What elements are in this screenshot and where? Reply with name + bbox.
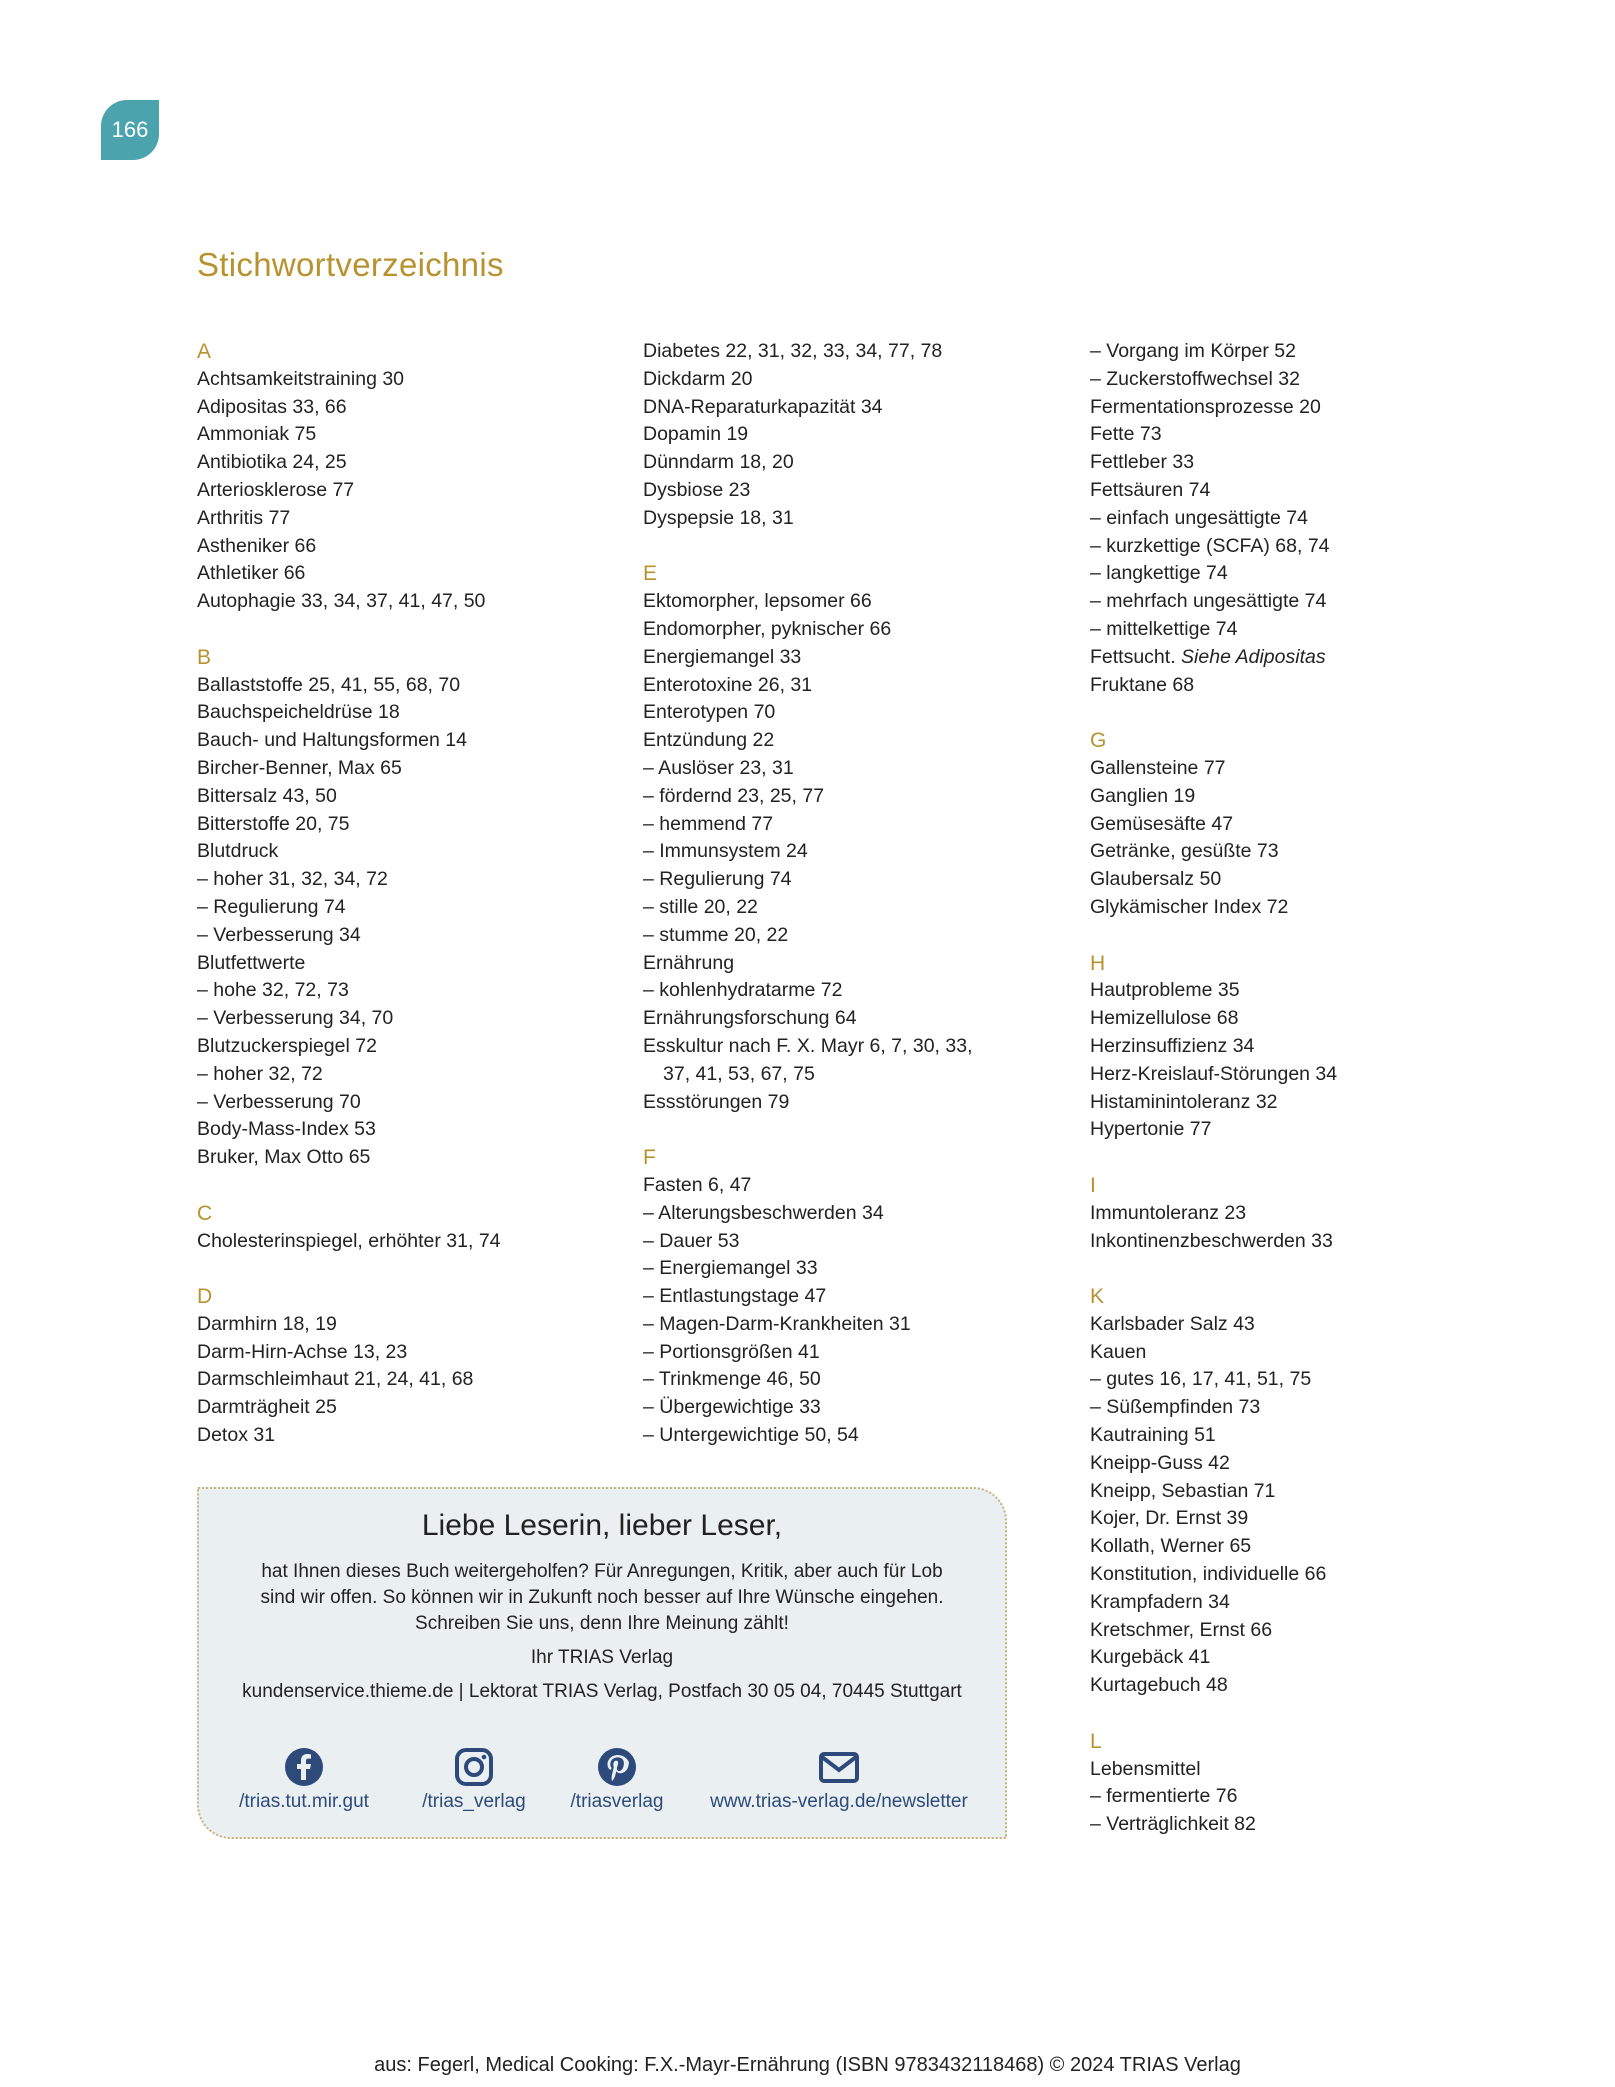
index-entry — [197, 1339, 617, 1367]
index-entry — [1090, 1089, 1510, 1117]
index-entry-text: Arteriosklerose 77 — [197, 478, 355, 501]
index-entry-text: Darmhirn 18, 19 — [197, 1312, 337, 1335]
index-column-3 — [1090, 338, 1510, 1839]
index-entry — [197, 1089, 617, 1117]
index-entry-text: 37, 41, 53, 67, 75 — [663, 1062, 815, 1085]
index-entry — [1090, 1478, 1510, 1506]
index-entry — [643, 394, 1063, 422]
feedback-signature: Ihr TRIAS Verlag — [530, 1647, 674, 1668]
index-entry-text: – Verbesserung 34 — [197, 923, 361, 946]
index-entry — [197, 1061, 617, 1089]
index-entry-text: Kollath, Werner 65 — [1090, 1535, 1252, 1558]
index-entry — [643, 1172, 1063, 1200]
index-entry — [197, 421, 617, 449]
index-entry-text: Fruktane 68 — [1090, 673, 1195, 696]
index-entry-text: – langkettige 74 — [1090, 562, 1228, 585]
index-entry — [643, 977, 1063, 1005]
index-entry — [1090, 1422, 1510, 1450]
index-entry-text: Kurgebäck 41 — [1090, 1646, 1211, 1669]
index-entry — [197, 894, 617, 922]
index-entry-text: Ballaststoffe 25, 41, 55, 68, 70 — [197, 673, 461, 696]
index-entry — [1090, 1811, 1510, 1839]
index-entry — [1090, 644, 1510, 672]
index-entry-text: – Regulierung 74 — [643, 868, 792, 891]
pinterest-handle: /triasverlag — [570, 1791, 664, 1812]
index-entry — [643, 1089, 1063, 1117]
index-entry — [1090, 1033, 1510, 1061]
index-entry-text: Adipositas 33, 66 — [197, 395, 347, 418]
index-entry-text: Karlsbader Salz 43 — [1090, 1312, 1255, 1335]
index-entry-text: Antibiotika 24, 25 — [197, 451, 347, 474]
index-entry — [197, 1144, 617, 1172]
index-spacer — [197, 1172, 617, 1200]
index-entry-text: Darmträgheit 25 — [197, 1396, 337, 1419]
index-entry — [643, 894, 1063, 922]
index-entry-text: – hoher 31, 32, 34, 72 — [197, 868, 388, 891]
index-entry — [1090, 1450, 1510, 1478]
index-entry-text: – hemmend 77 — [643, 812, 774, 835]
page-number-badge — [101, 100, 159, 160]
index-spacer — [1090, 1700, 1510, 1728]
index-entry-text: Entzündung 22 — [643, 729, 775, 752]
index-entry — [1090, 560, 1510, 588]
index-entry-text: Fermentationsprozesse 20 — [1090, 395, 1321, 418]
index-entry — [1090, 1394, 1510, 1422]
index-entry — [197, 755, 617, 783]
page-number: 166 — [111, 117, 149, 142]
index-spacer — [1090, 1144, 1510, 1172]
index-entry — [643, 1200, 1063, 1228]
index-letter-heading — [197, 644, 617, 672]
index-entry — [197, 1311, 617, 1339]
index-entry-text: Konstitution, individuelle 66 — [1090, 1563, 1327, 1586]
index-entry — [197, 1394, 617, 1422]
index-entry-text: Fettleber 33 — [1090, 451, 1195, 474]
index-entry-text: Body-Mass-Index 53 — [197, 1118, 376, 1141]
index-entry — [197, 699, 617, 727]
facebook-icon — [284, 1747, 324, 1787]
index-entry-text: – Regulierung 74 — [197, 895, 346, 918]
index-entry-text: H — [1090, 951, 1106, 975]
index-entry — [643, 366, 1063, 394]
index-entry — [1090, 866, 1510, 894]
facebook-handle: /trias.tut.mir.gut — [239, 1791, 369, 1812]
index-entry-text: Fette 73 — [1090, 423, 1162, 446]
index-entry-text: – Süßempfinden 73 — [1090, 1396, 1261, 1419]
index-entry — [1090, 366, 1510, 394]
index-entry — [1090, 588, 1510, 616]
index-entry — [197, 1116, 617, 1144]
index-entry-text: Kauen — [1090, 1340, 1147, 1363]
index-entry-text: – mittelkettige 74 — [1090, 617, 1238, 640]
index-letter-heading — [197, 338, 617, 366]
index-entry-text: Bauch- und Haltungsformen 14 — [197, 729, 467, 752]
index-entry — [643, 922, 1063, 950]
index-entry — [197, 1228, 617, 1256]
index-entry-text: Glykämischer Index 72 — [1090, 895, 1289, 918]
index-entry-text: – mehrfach ungesättigte 74 — [1090, 590, 1327, 613]
index-entry-text: Enterotypen 70 — [643, 701, 776, 724]
index-entry-text: Kojer, Dr. Ernst 39 — [1090, 1507, 1249, 1530]
index-entry — [1090, 1366, 1510, 1394]
index-entry-text: Kretschmer, Ernst 66 — [1090, 1618, 1273, 1641]
index-letter-heading — [1090, 1283, 1510, 1311]
index-entry-text: Hemizellulose 68 — [1090, 1007, 1239, 1030]
index-entry — [1090, 1617, 1510, 1645]
index-entry-text: – Zuckerstoffwechsel 32 — [1090, 367, 1300, 390]
index-entry-text: Bruker, Max Otto 65 — [197, 1146, 371, 1169]
index-entry-text: Kneipp-Guss 42 — [1090, 1451, 1230, 1474]
index-entry-text: Blutdruck — [197, 840, 279, 863]
index-entry-text: Gemüsesäfte 47 — [1090, 812, 1234, 835]
index-entry-text: – stumme 20, 22 — [643, 923, 789, 946]
index-entry — [197, 1033, 617, 1061]
index-spacer — [197, 616, 617, 644]
index-entry-text: – einfach ungesättigte 74 — [1090, 506, 1308, 529]
index-entry — [197, 505, 617, 533]
index-entry — [643, 672, 1063, 700]
index-entry — [197, 588, 617, 616]
index-entry-text: Astheniker 66 — [197, 534, 317, 557]
index-entry — [643, 1228, 1063, 1256]
index-entry-text: E — [643, 562, 658, 586]
index-entry-text: Achtsamkeitstraining 30 — [197, 367, 405, 390]
index-letter-heading — [1090, 1728, 1510, 1756]
index-entry-text: – Energiemangel 33 — [643, 1257, 818, 1280]
index-entry-text: Dysbiose 23 — [643, 478, 751, 501]
social-links — [199, 1747, 1005, 1827]
index-entry-text: Endomorpher, pyknischer 66 — [643, 617, 892, 640]
pinterest-link[interactable] — [557, 1747, 677, 1813]
newsletter-url: www.trias-verlag.de/newsletter — [710, 1791, 968, 1812]
index-entry-text: – fermentierte 76 — [1090, 1785, 1238, 1808]
index-entry — [197, 394, 617, 422]
instagram-icon — [454, 1747, 494, 1787]
index-entry — [1090, 811, 1510, 839]
index-entry — [197, 366, 617, 394]
index-entry — [197, 560, 617, 588]
index-entry — [1090, 1561, 1510, 1589]
index-entry-text: DNA-Reparaturkapazität 34 — [643, 395, 883, 418]
index-entry-text: F — [643, 1146, 656, 1170]
index-entry-text: Energiemangel 33 — [643, 645, 802, 668]
newsletter-link[interactable] — [689, 1747, 989, 1813]
index-entry-text: Arthritis 77 — [197, 506, 291, 529]
index-entry — [643, 811, 1063, 839]
index-entry-text: – Magen-Darm-Krankheiten 31 — [643, 1312, 911, 1335]
index-entry — [197, 783, 617, 811]
index-entry-text: – Verbesserung 34, 70 — [197, 1007, 394, 1030]
page-title: Stichwortverzeichnis — [197, 246, 504, 283]
index-entry-text: Dickdarm 20 — [643, 367, 753, 390]
index-entry-text: I — [1090, 1173, 1096, 1197]
index-entry — [1090, 1533, 1510, 1561]
index-entry — [197, 1005, 617, 1033]
index-entry-text: G — [1090, 729, 1107, 753]
index-entry-text: Fettsucht. — [1090, 645, 1182, 668]
index-entry — [643, 505, 1063, 533]
index-entry-text: Hypertonie 77 — [1090, 1118, 1212, 1141]
feedback-heading: Liebe Leserin, lieber Leser, — [421, 1509, 783, 1542]
index-entry — [1090, 672, 1510, 700]
index-entry — [1090, 1756, 1510, 1784]
index-entry — [197, 533, 617, 561]
index-entry-text: Inkontinenzbeschwerden 33 — [1090, 1229, 1333, 1252]
index-spacer — [1090, 699, 1510, 727]
index-column-1 — [197, 338, 617, 1450]
index-entry — [197, 1422, 617, 1450]
index-entry-text: Dyspepsie 18, 31 — [643, 506, 794, 529]
index-entry-text: Fasten 6, 47 — [643, 1173, 752, 1196]
index-entry — [643, 1366, 1063, 1394]
index-entry — [1090, 338, 1510, 366]
index-entry — [1090, 755, 1510, 783]
index-entry — [643, 1394, 1063, 1422]
index-entry — [643, 338, 1063, 366]
index-entry-text: – hohe 32, 72, 73 — [197, 979, 349, 1002]
index-spacer — [643, 1116, 1063, 1144]
index-letter-heading — [643, 560, 1063, 588]
index-entry-crossref: Siehe Adipositas — [1181, 645, 1326, 668]
index-letter-heading — [1090, 950, 1510, 978]
index-entry — [197, 838, 617, 866]
index-entry — [197, 866, 617, 894]
index-entry — [643, 1255, 1063, 1283]
index-entry — [197, 977, 617, 1005]
index-column-2 — [643, 338, 1063, 1450]
index-entry-text: K — [1090, 1285, 1105, 1309]
index-entry — [643, 1311, 1063, 1339]
index-entry-text: Fettsäuren 74 — [1090, 478, 1211, 501]
index-entry-text: – Dauer 53 — [643, 1229, 740, 1252]
index-entry-text: – Vorgang im Körper 52 — [1090, 340, 1296, 362]
index-entry — [643, 588, 1063, 616]
index-entry — [1090, 394, 1510, 422]
index-entry — [643, 477, 1063, 505]
index-entry — [643, 950, 1063, 978]
index-entry — [643, 838, 1063, 866]
index-entry-text: B — [197, 645, 212, 669]
index-entry — [1090, 1061, 1510, 1089]
index-entry-text: Cholesterinspiegel, erhöhter 31, 74 — [197, 1229, 501, 1252]
feedback-text — [222, 1559, 982, 1637]
index-entry — [1090, 894, 1510, 922]
index-spacer — [1090, 1255, 1510, 1283]
index-entry-text: Ektomorpher, lepsomer 66 — [643, 590, 872, 613]
index-entry-text: – Auslöser 23, 31 — [643, 756, 794, 779]
index-entry-text: Enterotoxine 26, 31 — [643, 673, 813, 696]
index-entry-text: Herzinsuffizienz 34 — [1090, 1034, 1255, 1057]
index-entry-text: Histaminintoleranz 32 — [1090, 1090, 1278, 1113]
index-entry-text: Blutfettwerte — [197, 951, 306, 974]
index-entry-text: – Trinkmenge 46, 50 — [643, 1368, 821, 1391]
index-entry-text: Esskultur nach F. X. Mayr 6, 7, 30, 33, — [643, 1034, 973, 1057]
index-entry — [643, 699, 1063, 727]
index-entry-text: Ganglien 19 — [1090, 784, 1196, 807]
index-entry — [1090, 1783, 1510, 1811]
index-entry-text: Bircher-Benner, Max 65 — [197, 756, 402, 779]
index-entry-text: Lebensmittel — [1090, 1757, 1201, 1780]
index-entry-text: Darmschleimhaut 21, 24, 41, 68 — [197, 1368, 474, 1391]
index-entry-text: Gallensteine 77 — [1090, 756, 1226, 779]
mail-icon — [818, 1747, 860, 1787]
feedback-line-3: Schreiben Sie uns, denn Ihre Meinung zählt! — [415, 1613, 789, 1634]
feedback-line-2: sind wir offen. So können wir in Zukunft noch besser auf Ihre Wünsche eingehen. — [260, 1587, 944, 1608]
index-entry — [643, 616, 1063, 644]
index-entry — [1090, 1005, 1510, 1033]
index-entry — [1090, 616, 1510, 644]
index-entry — [197, 672, 617, 700]
index-entry — [1090, 838, 1510, 866]
index-entry — [643, 1422, 1063, 1450]
index-entry — [643, 421, 1063, 449]
index-entry-text: Detox 31 — [197, 1424, 276, 1447]
index-entry-text: Krampfadern 34 — [1090, 1590, 1230, 1613]
index-entry — [197, 727, 617, 755]
index-entry-text: C — [197, 1201, 213, 1225]
index-entry-text: – Untergewichtige 50, 54 — [643, 1424, 859, 1447]
index-entry-text: Herz-Kreislauf-Störungen 34 — [1090, 1062, 1338, 1085]
index-entry-text: Kneipp, Sebastian 71 — [1090, 1479, 1276, 1502]
index-entry-text: Kautraining 51 — [1090, 1424, 1216, 1447]
index-entry-text: – kohlenhydratarme 72 — [643, 979, 843, 1002]
index-entry — [1090, 1116, 1510, 1144]
index-entry-text: A — [197, 340, 212, 363]
index-entry — [643, 727, 1063, 755]
index-entry-text: – Verbesserung 70 — [197, 1090, 361, 1113]
index-entry — [1090, 1672, 1510, 1700]
index-entry — [1090, 533, 1510, 561]
index-entry — [643, 783, 1063, 811]
index-entry — [1090, 1200, 1510, 1228]
feedback-line-1: hat Ihnen dieses Buch weitergeholfen? Für Anregungen, Kritik, aber auch für Lob — [261, 1561, 943, 1582]
index-spacer — [1090, 922, 1510, 950]
facebook-link[interactable] — [229, 1747, 379, 1813]
index-entry-text: – stille 20, 22 — [643, 895, 758, 918]
index-letter-heading — [197, 1200, 617, 1228]
index-entry — [1090, 783, 1510, 811]
index-entry — [643, 1005, 1063, 1033]
index-entry — [197, 1366, 617, 1394]
index-entry — [197, 449, 617, 477]
index-entry-text: – Verträglichkeit 82 — [1090, 1813, 1256, 1836]
index-entry-text: Athletiker 66 — [197, 562, 306, 585]
index-entry — [1090, 421, 1510, 449]
index-entry — [1090, 1339, 1510, 1367]
index-entry — [1090, 477, 1510, 505]
index-entry-text: Essstörungen 79 — [643, 1090, 790, 1113]
index-entry — [643, 449, 1063, 477]
index-entry-text: Bauchspeicheldrüse 18 — [197, 701, 400, 724]
index-entry — [643, 1283, 1063, 1311]
index-entry-text: Bittersalz 43, 50 — [197, 784, 337, 807]
index-letter-heading — [1090, 1172, 1510, 1200]
index-entry-text: – Übergewichtige 33 — [643, 1396, 821, 1419]
index-entry — [197, 950, 617, 978]
index-entry-text: Darm-Hirn-Achse 13, 23 — [197, 1340, 408, 1363]
index-entry-text: – Immunsystem 24 — [643, 840, 808, 863]
index-entry — [1090, 449, 1510, 477]
index-entry — [643, 866, 1063, 894]
instagram-link[interactable] — [409, 1747, 539, 1813]
instagram-handle: /trias_verlag — [422, 1791, 526, 1812]
index-spacer — [643, 533, 1063, 561]
index-entry — [643, 1033, 1063, 1061]
index-entry — [1090, 977, 1510, 1005]
index-letter-heading — [197, 1283, 617, 1311]
index-entry-text: Glaubersalz 50 — [1090, 868, 1222, 891]
index-entry-text: Immuntoleranz 23 — [1090, 1201, 1247, 1224]
index-entry — [197, 922, 617, 950]
index-entry-text: Getränke, gesüßte 73 — [1090, 840, 1279, 863]
source-footer: aus: Fegerl, Medical Cooking: F.X.-Mayr-Ernährung (ISBN 9783432118468) © 2024 TRIAS Verlag — [374, 2054, 1241, 2076]
index-entry — [643, 1339, 1063, 1367]
index-entry — [1090, 1311, 1510, 1339]
index-entry-text: Bitterstoffe 20, 75 — [197, 812, 350, 835]
index-entry-text: Ernährung — [643, 951, 735, 974]
reader-feedback-box — [197, 1487, 1007, 1839]
index-entry-text: – hoher 32, 72 — [197, 1062, 323, 1085]
index-entry-text: Kurtagebuch 48 — [1090, 1674, 1228, 1697]
feedback-contact: kundenservice.thieme.de | Lektorat TRIAS Verlag, Postfach 30 05 04, 70445 Stuttgart — [242, 1681, 962, 1702]
index-entry-text: Dopamin 19 — [643, 423, 749, 446]
index-spacer — [197, 1255, 617, 1283]
index-entry — [643, 644, 1063, 672]
index-entry — [1090, 1505, 1510, 1533]
index-entry-text: – Entlastungstage 47 — [643, 1285, 827, 1308]
index-entry-text: Hautprobleme 35 — [1090, 979, 1240, 1002]
index-entry-text: – Alterungsbeschwerden 34 — [643, 1201, 884, 1224]
index-letter-heading — [1090, 727, 1510, 755]
index-entry-text: – Portionsgrößen 41 — [643, 1340, 820, 1363]
index-entry-text: Ernährungsforschung 64 — [643, 1007, 857, 1030]
index-entry-text: Dünndarm 18, 20 — [643, 451, 794, 474]
index-entry-text: Diabetes 22, 31, 32, 33, 34, 77, 78 — [643, 340, 943, 362]
index-entry-text: Ammoniak 75 — [197, 423, 317, 446]
index-entry — [1090, 1228, 1510, 1256]
index-entry — [643, 1061, 1063, 1089]
index-entry — [197, 811, 617, 839]
index-entry — [1090, 1589, 1510, 1617]
index-entry-text: Autophagie 33, 34, 37, 41, 47, 50 — [197, 590, 486, 613]
index-entry — [643, 755, 1063, 783]
index-entry — [197, 477, 617, 505]
pinterest-icon — [597, 1747, 637, 1787]
index-entry — [1090, 1644, 1510, 1672]
index-entry — [1090, 505, 1510, 533]
index-entry-text: – fördernd 23, 25, 77 — [643, 784, 825, 807]
index-entry-text: – gutes 16, 17, 41, 51, 75 — [1090, 1368, 1312, 1391]
index-entry-text: D — [197, 1285, 213, 1309]
index-entry-text: Blutzuckerspiegel 72 — [197, 1034, 377, 1057]
index-entry-text: L — [1090, 1729, 1102, 1753]
index-letter-heading — [643, 1144, 1063, 1172]
index-entry-text: – kurzkettige (SCFA) 68, 74 — [1090, 534, 1330, 557]
